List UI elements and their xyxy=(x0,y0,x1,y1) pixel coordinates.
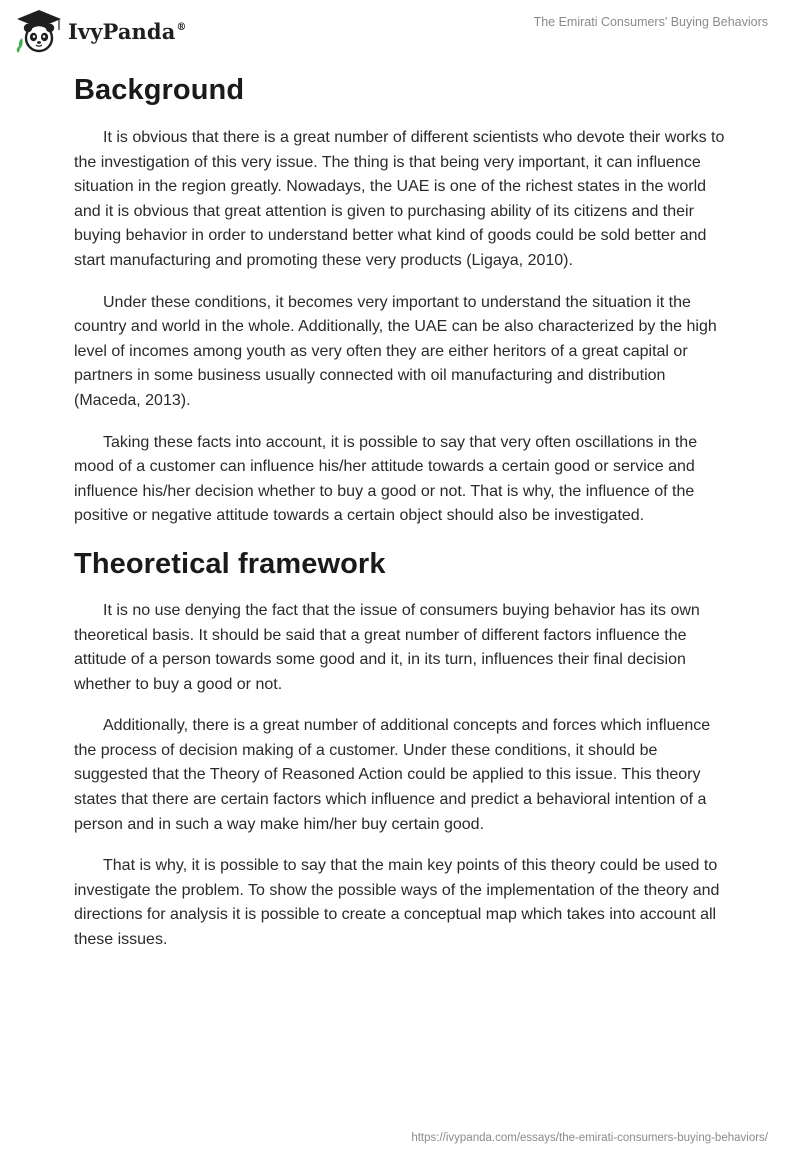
registered-mark: ® xyxy=(176,21,187,33)
paragraph: It is obvious that there is a great number of different scientists who devote their works to the investigation of this very issue. The thing is that being very important, it can influence situation in the region greatly. Nowadays, the UAE is one of the richest states in the world and it is obvious that great attention is given to purchasing ability of its citizens and their buying behavior in order to understand better what kind of goods could be sold better and start manufacturing and promoting these very products (Ligaya, 2010). xyxy=(74,129,725,269)
document-title: The Emirati Consumers' Buying Behaviors xyxy=(533,15,768,29)
paragraph: That is why, it is possible to say that the main key points of this theory could be used to investigate the problem. To show the possible ways of the implementation of the theory and directions for analysis it is possible to create a conceptual map which takes into account all these issues. xyxy=(74,857,720,949)
section-heading-background: Background xyxy=(74,74,245,106)
page-header xyxy=(0,0,800,60)
essay-content xyxy=(74,72,734,970)
panda-graduate-icon xyxy=(14,8,64,54)
source-url[interactable]: https://ivypanda.com/essays/the-emirati-consumers-buying-behaviors/ xyxy=(411,1132,768,1144)
paragraph: Taking these facts into account, it is possible to say that very often oscillations in the mood of a customer can influence his/her attitude towards a certain good or service and influence his/her decision whether to buy a good or not. That is why, the influence of the positive or negative attitude towards a certain object should also be investigated. xyxy=(74,433,698,525)
paragraph: Additionally, there is a great number of additional concepts and forces which influence the process of decision making of a customer. Under these conditions, it should be suggested that the Theory of Reasoned Action could be applied to this issue. This theory states that there are certain factors which influence and predict a behavioral intention of a person and in such a way make him/her buy certain good. xyxy=(74,717,711,833)
ivypanda-logo[interactable] xyxy=(14,8,187,54)
paragraph: It is no use denying the fact that the issue of consumers buying behavior has its own theoretical basis. It should be said that a great number of different factors influence the attitude of a person towards some good and it, in its turn, influences their final decision whether to buy a good or not. xyxy=(74,601,700,693)
paragraph: Under these conditions, it becomes very important to understand the situation it the country and world in the whole. Additionally, the UAE can be also characterized by the high level of incomes among youth as very often they are either heritors of a great capital or partners in some business usually connected with oil manufacturing and distribution (Maceda, 2013). xyxy=(74,293,717,409)
section-heading-theoretical-framework: Theoretical framework xyxy=(74,547,386,580)
logo-text: IvyPanda® xyxy=(68,18,187,44)
